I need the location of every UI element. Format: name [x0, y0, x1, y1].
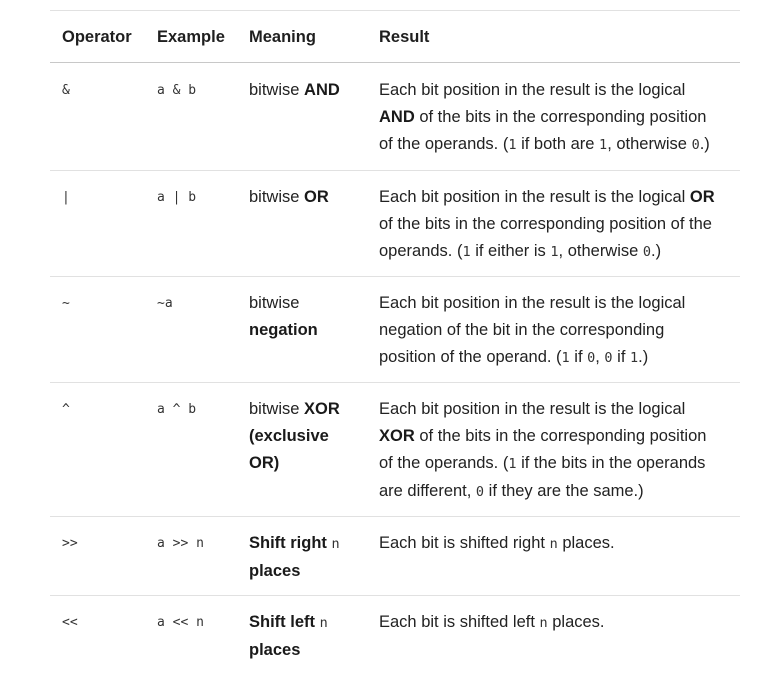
operator-cell: |: [62, 190, 70, 205]
meaning-text: bitwise: [249, 400, 305, 418]
result-bold: XOR: [379, 427, 415, 445]
result-bold: OR: [689, 188, 715, 206]
result-code: 1: [550, 244, 559, 260]
example-cell: a << n: [157, 615, 204, 630]
result-text: if: [569, 348, 588, 366]
result-cell: [379, 609, 731, 637]
meaning-bold: Shift left: [249, 613, 315, 631]
result-code: n: [539, 615, 548, 631]
result-code: n: [549, 536, 558, 552]
result-text: of the bits in the corresponding position: [414, 427, 707, 445]
result-text: of the bits in the corresponding position: [414, 108, 707, 126]
table-top-border: [50, 10, 740, 11]
meaning-cell: [249, 530, 340, 585]
meaning-cell: [249, 184, 329, 211]
header-divider: [50, 62, 740, 63]
result-code: 1: [508, 456, 517, 472]
result-text: Each bit is shifted right: [379, 534, 550, 552]
example-cell: ~a: [157, 296, 173, 311]
result-code: 1: [508, 137, 517, 153]
result-code: 1: [599, 137, 608, 153]
result-cell: [379, 396, 731, 506]
meaning-cell: [249, 396, 340, 477]
row-divider: [50, 382, 740, 383]
meaning-bold: Shift right: [249, 534, 327, 552]
result-text: , otherwise: [607, 135, 692, 153]
result-code: 1: [462, 244, 471, 260]
result-code: 0: [642, 244, 652, 260]
meaning-text: bitwise: [249, 188, 305, 206]
result-text: ,: [595, 348, 605, 366]
meaning-cell: [249, 290, 318, 344]
meaning-bold: OR): [249, 454, 280, 472]
example-cell: a & b: [157, 83, 197, 98]
operator-cell: ^: [62, 402, 70, 417]
result-code: 0: [604, 350, 613, 366]
result-cell: [379, 77, 731, 159]
header-example: Example: [157, 28, 225, 46]
meaning-cell: [249, 77, 340, 104]
result-text: position of the operand. (: [379, 348, 562, 366]
row-divider: [50, 276, 740, 277]
example-cell: a ^ b: [157, 402, 197, 417]
result-text: .): [699, 135, 710, 153]
row-divider: [50, 170, 740, 171]
result-text: .): [638, 348, 649, 366]
result-text: negation of the bit in the corresponding: [379, 321, 665, 339]
meaning-bold: places: [249, 641, 301, 659]
result-text: places.: [547, 613, 605, 631]
meaning-bold: OR: [304, 188, 329, 206]
result-text: of the operands. (: [379, 454, 509, 472]
meaning-bold: negation: [249, 321, 318, 339]
result-text: if either is: [470, 242, 551, 260]
result-text: operands. (: [379, 242, 463, 260]
header-meaning: Meaning: [249, 28, 316, 46]
header-operator: Operator: [62, 28, 132, 46]
result-cell: [379, 290, 731, 372]
result-text: of the operands. (: [379, 135, 509, 153]
operator-cell: ~: [62, 296, 70, 311]
result-bold: AND: [379, 108, 415, 126]
result-text: places.: [557, 534, 615, 552]
meaning-bold: XOR: [304, 400, 340, 418]
example-cell: a | b: [157, 190, 197, 205]
result-text: .): [651, 242, 662, 260]
meaning-text: bitwise: [249, 294, 300, 312]
result-code: 0: [475, 484, 485, 500]
row-divider: [50, 595, 740, 596]
result-text: Each bit is shifted left: [379, 613, 540, 631]
result-text: Each bit position in the result is the logical: [379, 188, 690, 206]
meaning-cell: [249, 609, 328, 664]
result-text: if they are the same.): [484, 482, 644, 500]
meaning-bold: AND: [304, 81, 340, 99]
operator-cell: >>: [62, 536, 78, 551]
result-cell: [379, 184, 737, 266]
result-text: are different,: [379, 482, 476, 500]
result-text: if: [612, 348, 630, 366]
result-text: of the bits in the corresponding position of the: [379, 215, 712, 233]
result-text: if the bits in the operands: [516, 454, 706, 472]
operator-cell: &: [62, 83, 70, 98]
result-code: 0: [691, 137, 700, 153]
header-result: Result: [379, 28, 430, 46]
example-cell: a >> n: [157, 536, 204, 551]
operator-cell: <<: [62, 615, 78, 630]
result-text: Each bit position in the result is the logical: [379, 400, 686, 418]
meaning-bold: places: [249, 562, 301, 580]
meaning-code: n: [319, 615, 328, 631]
result-text: Each bit position in the result is the logical: [379, 294, 686, 312]
meaning-bold: (exclusive: [249, 427, 329, 445]
result-text: Each bit position in the result is the logical: [379, 81, 686, 99]
result-code: 1: [561, 350, 570, 366]
result-code: 0: [587, 350, 596, 366]
result-cell: [379, 530, 731, 558]
meaning-text: bitwise: [249, 81, 305, 99]
row-divider: [50, 516, 740, 517]
result-code: 1: [629, 350, 639, 366]
result-text: if both are: [516, 135, 600, 153]
meaning-code: n: [331, 536, 340, 552]
result-text: , otherwise: [558, 242, 643, 260]
